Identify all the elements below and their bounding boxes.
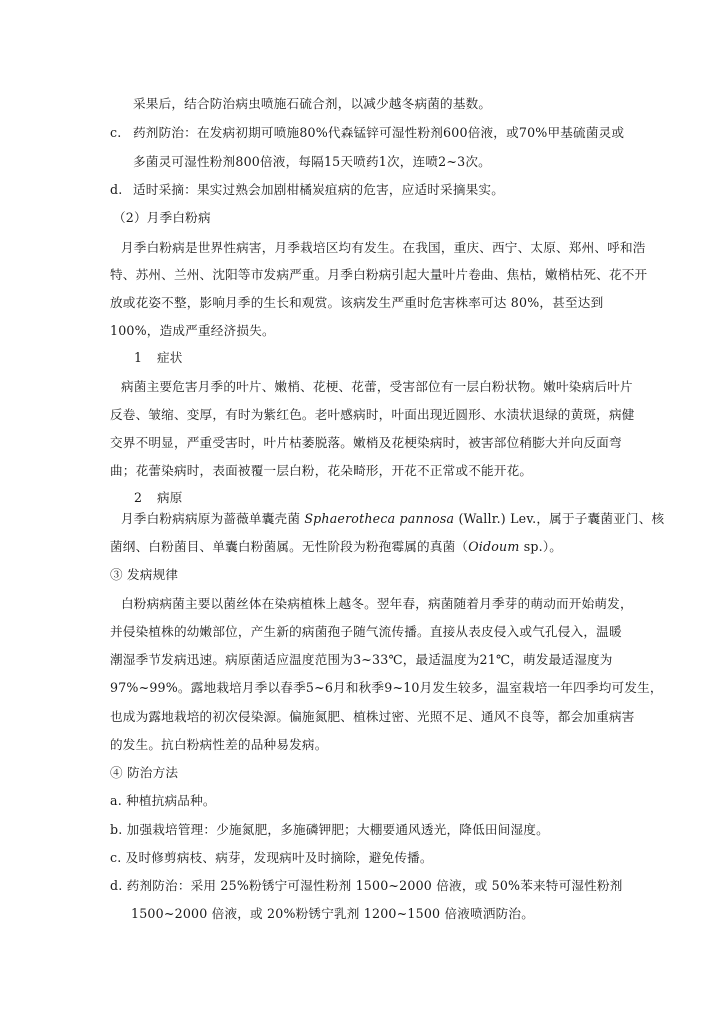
species-name: Sphaerotheca pannosa	[304, 511, 455, 526]
subheading-1-title: 症状	[157, 350, 183, 365]
section-heading: （2）月季白粉病	[113, 210, 211, 225]
para2-line3: 交界不明显，严重受害时，叶片枯萎脱落。嫩梢及花梗染病时，被害部位稍膨大并向反面弯	[110, 435, 622, 450]
method-d-line1: d. 药剂防治：采用 25%粉锈宁可湿性粉剂 1500~2000 倍液，或 50%苯来特可湿性粉剂	[110, 878, 623, 893]
subheading-4: ④ 防治方法	[110, 765, 179, 780]
para1-line3: 放或花姿不整，影响月季的生长和观赏。该病发生严重时危害株率可达 80%，甚至达到	[110, 295, 604, 310]
item-d-marker: d.	[110, 182, 123, 197]
method-b: b. 加强栽培管理：少施氮肥，多施磷钾肥；大棚要通风透光，降低田间湿度。	[110, 822, 549, 837]
item-d-line1: 适时采摘：果实过熟会加剧柑橘炭疽病的危害，应适时采摘果实。	[133, 182, 505, 197]
subheading-2-number: 2	[134, 490, 143, 505]
para2-line2: 反卷、皱缩、变厚，有时为紫红色。老叶感病时，叶面出现近圆形、水渍状退绿的黄斑，病健	[110, 407, 635, 422]
method-c: c. 及时修剪病枝、病芽，发现病叶及时摘除，避免传播。	[110, 850, 433, 865]
para4-line4: 97%~99%。露地栽培月季以春季5~6月和秋季9~10月发生较多，温室栽培一年四季均可发生，	[110, 680, 663, 695]
para3-line2-text-b: sp.）。	[519, 539, 563, 554]
para2-line4: 曲；花蕾染病时，表面被覆一层白粉，花朵畸形，开花不正常或不能开花。	[110, 463, 533, 478]
subheading-3: ③ 发病规律	[110, 567, 179, 582]
para4-line5: 也成为露地栽培的初次侵染源。偏施氮肥、植株过密、光照不足、通风不良等，都会加重病害	[110, 709, 635, 724]
para3-line1-text-a: 月季白粉病病原为蔷薇单囊壳菌	[121, 511, 305, 526]
item-c-marker: c.	[110, 125, 122, 140]
para4-line6: 的发生。抗白粉病性差的品种易发病。	[110, 737, 328, 752]
para1-line2: 特、苏州、兰州、沈阳等市发病严重。月季白粉病引起大量叶片卷曲、焦枯，嫩梢枯死、花不开	[110, 267, 648, 282]
para4-line2: 并侵染植株的幼嫩部位，产生新的病菌孢子随气流传播。直接从表皮侵入或气孔侵入，温暖	[110, 624, 622, 639]
para2-line1: 病菌主要危害月季的叶片、嫩梢、花梗、花蕾，受害部位有一层白粉状物。嫩叶染病后叶片	[121, 379, 633, 394]
method-a: a. 种植抗病品种。	[110, 793, 216, 808]
para1-line4: 100%，造成严重经济损失。	[110, 323, 275, 338]
subheading-1-number: 1	[134, 350, 143, 365]
para4-line1: 白粉病病菌主要以菌丝体在染病植株上越冬。翌年春，病菌随着月季芽的萌动而开始萌发，	[121, 596, 633, 611]
method-d-line2: 1500~2000 倍液，或 20%粉锈宁乳剂 1200~1500 倍液喷洒防治。	[131, 906, 535, 921]
item-c-line2: 多菌灵可湿性粉剂800倍液，每隔15天喷药1次，连喷2~3次。	[133, 154, 491, 169]
subheading-2-title: 病原	[157, 490, 183, 505]
para3-line2	[110, 539, 562, 555]
para1-line1: 月季白粉病是世界性病害，月季栽培区均有发生。在我国，重庆、西宁、太原、郑州、呼和浩	[121, 240, 646, 255]
para3-line1-text-b: (Wallr.) Lev.，属于子囊菌亚门、核	[454, 511, 665, 526]
genus-name: Oidoum	[468, 539, 520, 554]
para3-line1	[121, 511, 664, 527]
para3-line2-text-a: 菌纲、白粉菌目、单囊白粉菌属。无性阶段为粉孢霉属的真菌（	[110, 539, 469, 554]
para4-line3: 潮湿季节发病迅速。病原菌适应温度范围为3~33℃，最适温度为21℃，萌发最适湿度为	[110, 652, 613, 667]
item-c-line1: 药剂防治：在发病初期可喷施80%代森锰锌可湿性粉剂600倍液，或70%甲基硫菌灵或	[133, 125, 625, 140]
intro-line: 采果后，结合防治病虫喷施石硫合剂，以减少越冬病菌的基数。	[133, 96, 492, 111]
